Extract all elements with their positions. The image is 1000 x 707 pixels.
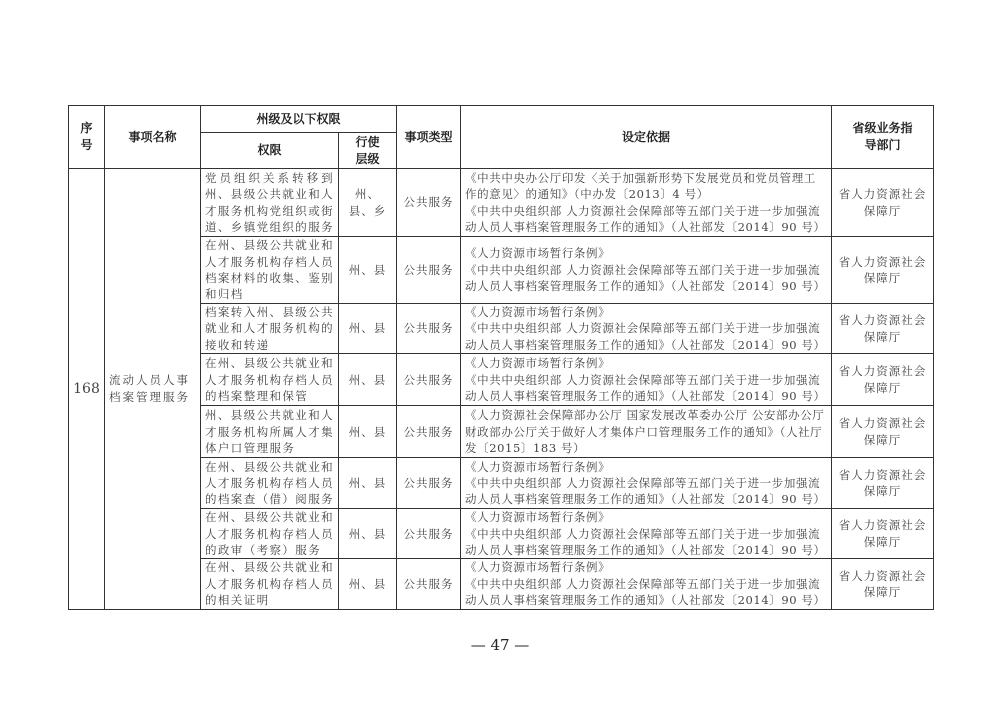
level-cell: 州、县 xyxy=(339,559,397,609)
type-cell: 公共服务 xyxy=(397,406,461,458)
authority-cell: 档案转入州、县级公共就业和人才服务机构的接收和转递 xyxy=(201,304,339,354)
authority-cell: 在州、县级公共就业和人才服务机构存档人员的政审（考察）服务 xyxy=(201,509,339,559)
basis-cell xyxy=(461,169,832,237)
dept-cell: 省人力资源社会保障厅 xyxy=(832,559,934,609)
header-authority: 权限 xyxy=(201,133,339,169)
basis-document: 《人力资源市场暂行条例》 xyxy=(465,305,611,319)
basis-cell xyxy=(461,509,832,559)
level-cell: 州、县 xyxy=(339,354,397,406)
basis-document: 《中共中央组织部 人力资源社会保障部等五部门关于进一步加强流动人员人事档案管理服务工作的通知》（人社部发〔2014〕90 号） xyxy=(465,262,826,294)
basis-document: 《中共中央组织部 人力资源社会保障部等五部门关于进一步加强流动人员人事档案管理服务工作的通知》（人社部发〔2014〕90 号） xyxy=(465,372,826,403)
basis-document: 《人力资源市场暂行条例》 xyxy=(465,510,611,525)
type-cell: 公共服务 xyxy=(397,458,461,509)
level-cell: 州、县 xyxy=(339,237,397,304)
basis-document: 《人力资源市场暂行条例》 xyxy=(465,356,611,371)
basis-cell xyxy=(461,304,832,354)
authority-cell: 在州、县级公共就业和人才服务机构存档人员档案材料的收集、鉴别和归档 xyxy=(201,237,339,304)
level-cell: 州、县 xyxy=(339,509,397,559)
level-cell: 州、县 xyxy=(339,304,397,354)
basis-document: 《人力资源市场暂行条例》 xyxy=(465,459,611,474)
basis-cell xyxy=(461,406,832,458)
item-seq: 168 xyxy=(69,169,105,610)
basis-cell xyxy=(461,354,832,406)
authority-cell: 在州、县级公共就业和人才服务机构存档人员的相关证明 xyxy=(201,559,339,609)
type-cell: 公共服务 xyxy=(397,304,461,354)
dept-cell: 省人力资源社会保障厅 xyxy=(832,304,934,354)
basis-document: 《中共中央组织部 人力资源社会保障部等五部门关于进一步加强流动人员人事档案管理服务工作的通知》（人社部发〔2014〕90 号） xyxy=(465,203,826,234)
basis-cell xyxy=(461,559,832,609)
header-dept: 省级业务指导部门 xyxy=(832,106,934,169)
basis-document: 《中共中央组织部 人力资源社会保障部等五部门关于进一步加强流动人员人事档案管理服务工作的通知》（人社部发〔2014〕90 号） xyxy=(465,526,826,558)
type-cell: 公共服务 xyxy=(397,169,461,237)
basis-document: 《人力资源社会保障部办公厅 国家发展改革委办公厅 公安部办公厅 财政部办公厅关于做好人才集体户口管理服务工作的通知》（人社厅发〔2015〕183 号） xyxy=(465,408,825,455)
authority-cell: 在州、县级公共就业和人才服务机构存档人员的档案整理和保管 xyxy=(201,354,339,406)
level-cell: 州、县、乡 xyxy=(339,169,397,237)
dept-cell: 省人力资源社会保障厅 xyxy=(832,354,934,406)
dept-cell: 省人力资源社会保障厅 xyxy=(832,406,934,458)
dept-cell: 省人力资源社会保障厅 xyxy=(832,458,934,509)
type-cell: 公共服务 xyxy=(397,559,461,609)
type-cell: 公共服务 xyxy=(397,237,461,304)
authority-cell: 州、县级公共就业和人才服务机构所属人才集体户口管理服务 xyxy=(201,406,339,458)
header-type: 事项类型 xyxy=(397,106,461,169)
table-row xyxy=(69,169,934,237)
header-basis: 设定依据 xyxy=(461,106,832,169)
basis-document: 《中共中央组织部 人力资源社会保障部等五部门关于进一步加强流动人员人事档案管理服务工作的通知》（人社部发〔2014〕90 号） xyxy=(465,321,826,352)
header-level: 行使层级 xyxy=(339,133,397,169)
basis-document: 《中共中央组织部 人力资源社会保障部等五部门关于进一步加强流动人员人事档案管理服务工作的通知》（人社部发〔2014〕90 号） xyxy=(465,576,826,608)
page-number: — 47 — xyxy=(470,635,530,654)
dept-cell: 省人力资源社会保障厅 xyxy=(832,509,934,559)
basis-document: 《中共中央办公厅印发〈关于加强新形势下发展党员和党员管理工作的意见〉的通知》（中办发〔2013〕4 号） xyxy=(465,170,816,202)
basis-cell xyxy=(461,458,832,509)
basis-cell xyxy=(461,237,832,304)
type-cell: 公共服务 xyxy=(397,509,461,559)
basis-document: 《中共中央组织部 人力资源社会保障部等五部门关于进一步加强流动人员人事档案管理服务工作的通知》（人社部发〔2014〕90 号） xyxy=(465,476,826,507)
authority-cell: 在州、县级公共就业和人才服务机构存档人员的档案查（借）阅服务 xyxy=(201,458,339,509)
dept-cell: 省人力资源社会保障厅 xyxy=(832,237,934,304)
dept-cell: 省人力资源社会保障厅 xyxy=(832,169,934,237)
header-seq: 序号 xyxy=(69,106,105,169)
basis-document: 《人力资源市场暂行条例》 xyxy=(465,246,611,261)
header-name: 事项名称 xyxy=(105,106,201,169)
basis-document: 《人力资源市场暂行条例》 xyxy=(465,560,611,575)
authority-table xyxy=(68,105,934,610)
type-cell: 公共服务 xyxy=(397,354,461,406)
authority-cell: 党员组织关系转移到州、县级公共就业和人才服务机构党组织或街道、乡镇党组织的服务 xyxy=(201,169,339,237)
header-authority-group: 州级及以下权限 xyxy=(201,106,397,133)
level-cell: 州、县 xyxy=(339,406,397,458)
item-name: 流动人员人事档案管理服务 xyxy=(105,169,201,610)
level-cell: 州、县 xyxy=(339,458,397,509)
